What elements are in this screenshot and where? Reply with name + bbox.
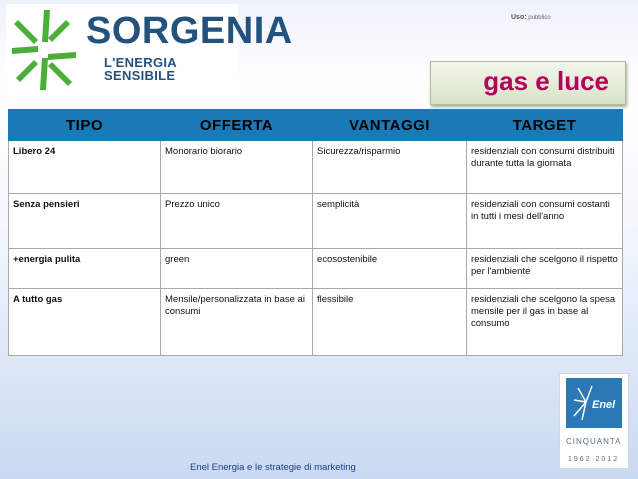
cell-tipo: A tutto gas (9, 289, 161, 356)
cell-tipo: Libero 24 (9, 141, 161, 194)
cell-target: residenziali che scelgono la spesa mensile per il gas in base al consumo (467, 289, 623, 356)
sorgenia-leaf-icon (8, 6, 80, 94)
cell-target: residenziali con consumi distribuiti durante tutta la giornata (467, 141, 623, 194)
column-header-tipo: TIPO (9, 110, 161, 141)
sorgenia-logo (6, 4, 293, 96)
sorgenia-tagline: L'ENERGIA SENSIBILE (104, 55, 177, 83)
gas-e-luce-badge (430, 61, 626, 105)
table-row (9, 194, 623, 249)
enel-word: Enel (592, 399, 616, 411)
usage-label-key: Uso: (511, 14, 527, 21)
enel-mark (566, 378, 622, 428)
enel-cinquanta-logo (559, 373, 629, 469)
cell-vantaggi: semplicità (313, 194, 467, 249)
usage-label-value: pubblico (528, 15, 551, 21)
cell-vantaggi: flessibile (313, 289, 467, 356)
cell-offerta: Mensile/personalizzata in base ai consumi (161, 289, 313, 356)
enel-years-text: 1962 2012 (568, 456, 620, 463)
table-row (9, 141, 623, 194)
cell-tipo: Senza pensieri (9, 194, 161, 249)
cell-target: residenziali con consumi costanti in tutti i mesi dell'anno (467, 194, 623, 249)
cell-offerta: Monorario biorario (161, 141, 313, 194)
footer-caption: Enel Energia e le strategie di marketing (190, 462, 356, 473)
column-header-offerta: OFFERTA (161, 110, 313, 141)
sorgenia-brand-text: SORGENIA (86, 10, 293, 52)
column-header-target: TARGET (467, 110, 623, 141)
table-header-row (9, 110, 623, 141)
cell-offerta: green (161, 249, 313, 289)
cell-target: residenziali che scelgono il rispetto per l'ambiente (467, 249, 623, 289)
column-header-vantaggi: VANTAGGI (313, 110, 467, 141)
cell-offerta: Prezzo unico (161, 194, 313, 249)
cell-tipo: +energia pulita (9, 249, 161, 289)
cell-vantaggi: ecosostenibile (313, 249, 467, 289)
usage-label (511, 14, 551, 21)
table-row (9, 249, 623, 289)
table-row (9, 289, 623, 356)
offers-table (8, 109, 623, 356)
enel-cinquanta-text: CINQUANTA (566, 437, 622, 446)
cell-vantaggi: Sicurezza/risparmio (313, 141, 467, 194)
badge-text: gas e luce (483, 66, 609, 96)
